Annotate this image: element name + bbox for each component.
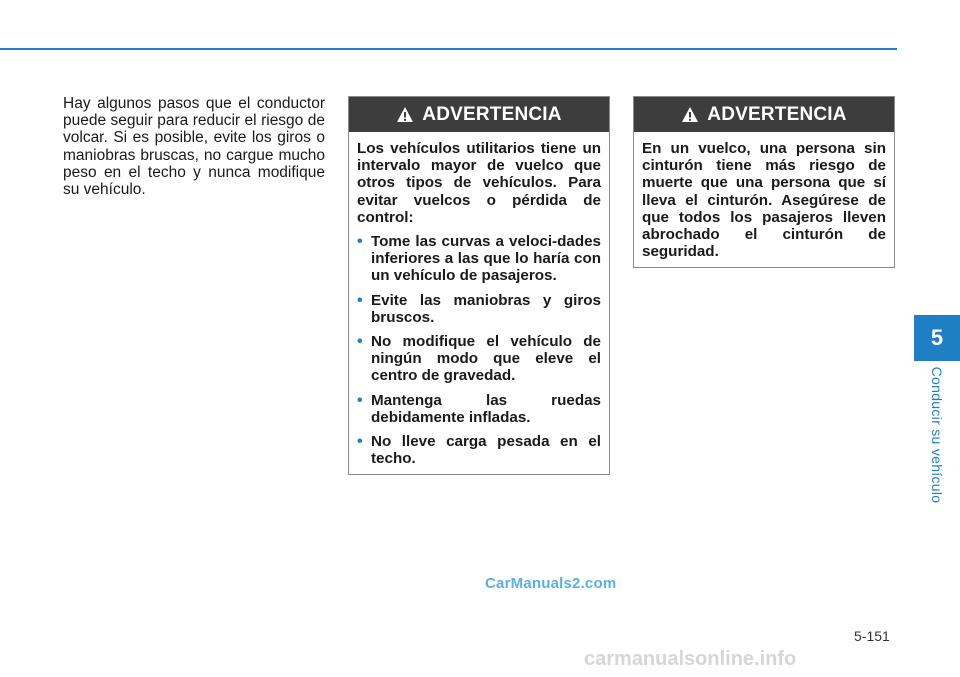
intro-paragraph: Hay algunos pasos que el conductor puede seguir para reducir el riesgo de volcar. Si es posible, evite los giros o maniobras bruscas, no cargue mucho peso en el techo y nunca modifique su vehículo. <box>63 95 325 199</box>
warning-box-right <box>633 96 895 268</box>
warning-box-left <box>348 96 610 475</box>
warning-text: Los vehículos utilitarios tiene un intervalo mayor de vuelco que otros tipos de vehículos. Para evitar vuelcos o pérdida de control: <box>357 140 601 226</box>
warning-title: ADVERTENCIA <box>707 103 847 125</box>
page-number: 5-151 <box>854 628 890 644</box>
warning-list-item: • Evite las maniobras y giros bruscos. <box>357 291 601 326</box>
warning-list-item: • No modifique el vehículo de ningún modo que eleve el centro de gravedad. <box>357 333 601 385</box>
warning-title: ADVERTENCIA <box>422 103 562 125</box>
watermark-text: carmanualsonline.info <box>584 648 797 670</box>
warning-list-item: • No lleve carga pesada en el techo. <box>357 433 601 468</box>
chapter-tab: 5 <box>914 315 960 361</box>
warning-triangle-icon <box>396 106 414 123</box>
warning-text: En un vuelco, una persona sin cinturón tiene más riesgo de muerte que una persona que sí lleva el cinturón. Asegúrese de que todos los pasajeros lleven abrochado el cinturón de seguridad. <box>642 140 886 261</box>
warning-body <box>349 132 609 474</box>
warning-list-item: • Mantenga las ruedas debidamente infladas. <box>357 391 601 426</box>
chapter-label: Conducir su vehículo <box>929 366 945 504</box>
top-rule <box>0 48 897 50</box>
warning-list <box>357 233 601 467</box>
warning-list-item: • Tome las curvas a veloci-dades inferiores a las que lo haría con un vehículo de pasajeros. <box>357 233 601 285</box>
warning-triangle-icon <box>681 106 699 123</box>
watermark-link[interactable]: CarManuals2.com <box>485 575 617 592</box>
warning-body <box>634 132 894 267</box>
warning-header <box>634 97 894 132</box>
warning-header <box>349 97 609 132</box>
